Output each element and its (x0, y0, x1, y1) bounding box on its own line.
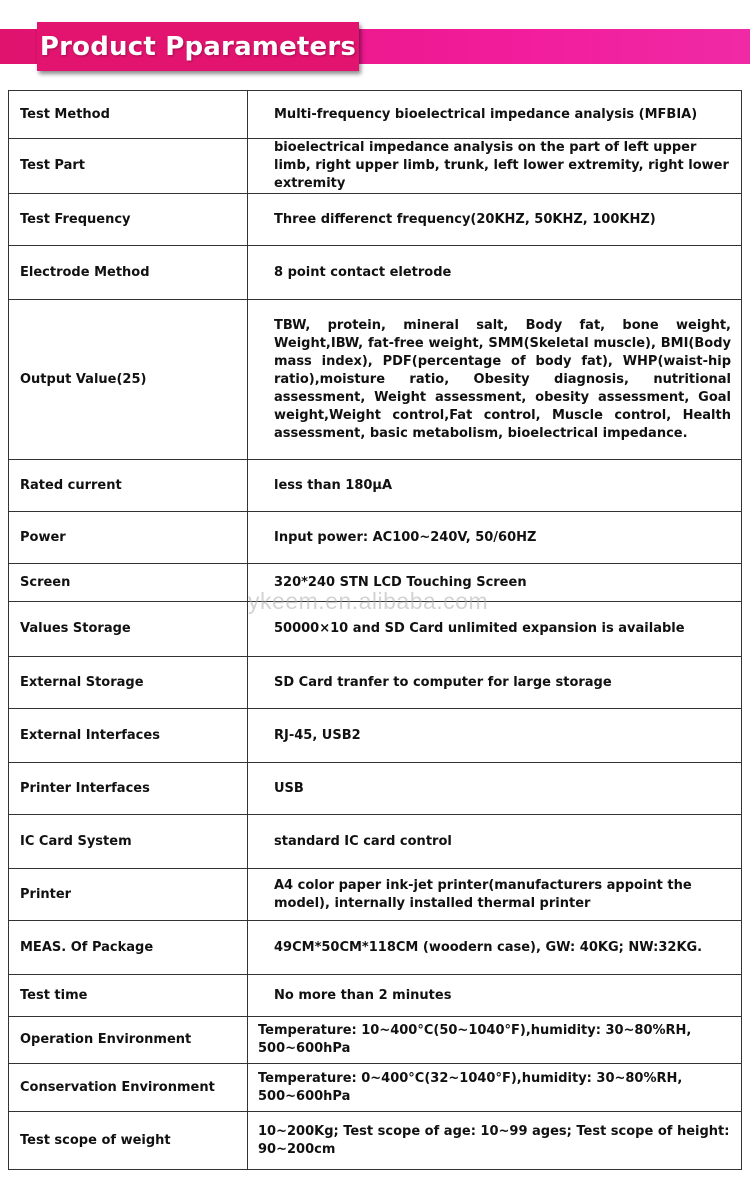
row-label: Rated current (9, 460, 248, 512)
row-value: Three differenct frequency(20KHZ, 50KHZ, 100KHZ) (248, 194, 742, 246)
row-value: standard IC card control (248, 815, 742, 869)
row-value: 49CM*50CM*118CM (woodern case), GW: 40KG; NW:32KG. (248, 921, 742, 975)
row-value: 50000×10 and SD Card unlimited expansion is available (248, 602, 742, 657)
row-value: USB (248, 763, 742, 815)
table-row (9, 709, 742, 763)
table-row (9, 763, 742, 815)
row-value: TBW, protein, mineral salt, Body fat, bone weight, Weight,IBW, fat-free weight, SMM(Skeletal muscle), BMI(Body mass index), PDF(percentage of body fat), WHP(waist-hip ratio),moisture ratio, Obesity diagnosis, nutritional assessment, Weight assessment, obesity assessment, Goal weight,Weight control,Fat control, Muscle control, Health assessment, basic metabolism, bioelectrical impedance. (248, 300, 742, 460)
row-label: Electrode Method (9, 246, 248, 300)
row-value: 10~200Kg; Test scope of age: 10~99 ages; Test scope of height: 90~200cm (248, 1112, 742, 1170)
banner (37, 22, 359, 71)
row-value: Temperature: 0~400°C(32~1040°F),humidity: 30~80%RH, 500~600hPa (248, 1064, 742, 1112)
row-label: Values Storage (9, 602, 248, 657)
row-label: Test Frequency (9, 194, 248, 246)
row-label: Test scope of weight (9, 1112, 248, 1170)
table-row (9, 1112, 742, 1170)
table-row (9, 460, 742, 512)
row-value: less than 180μA (248, 460, 742, 512)
row-value: Multi-frequency bioelectrical impedance analysis (MFBIA) (248, 91, 742, 139)
row-label: Test Method (9, 91, 248, 139)
row-label: Test time (9, 975, 248, 1017)
row-value: RJ-45, USB2 (248, 709, 742, 763)
row-value: Temperature: 10~400°C(50~1040°F),humidity: 30~80%RH, 500~600hPa (248, 1017, 742, 1064)
row-label: External Interfaces (9, 709, 248, 763)
row-label: IC Card System (9, 815, 248, 869)
parameters-table (8, 90, 742, 1170)
table-row (9, 564, 742, 602)
row-label: Conservation Environment (9, 1064, 248, 1112)
row-label: Operation Environment (9, 1017, 248, 1064)
row-value: A4 color paper ink-jet printer(manufacturers appoint the model), internally installed thermal printer (248, 869, 742, 921)
row-value: 320*240 STN LCD Touching Screen (248, 564, 742, 602)
table-row (9, 139, 742, 194)
row-label: Test Part (9, 139, 248, 194)
row-value: bioelectrical impedance analysis on the part of left upper limb, right upper limb, trunk, left lower extremity, right lower extremity (248, 139, 742, 194)
row-value: 8 point contact eletrode (248, 246, 742, 300)
row-label: Screen (9, 564, 248, 602)
table-row (9, 975, 742, 1017)
table-row (9, 512, 742, 564)
row-label: Power (9, 512, 248, 564)
row-label: Output Value(25) (9, 300, 248, 460)
table-row (9, 869, 742, 921)
row-label: Printer (9, 869, 248, 921)
row-label: MEAS. Of Package (9, 921, 248, 975)
row-label: Printer Interfaces (9, 763, 248, 815)
table-row (9, 194, 742, 246)
row-value: SD Card tranfer to computer for large storage (248, 657, 742, 709)
row-value: No more than 2 minutes (248, 975, 742, 1017)
table-row (9, 815, 742, 869)
table-row (9, 246, 742, 300)
table-row (9, 1017, 742, 1064)
table-row (9, 91, 742, 139)
table-row (9, 602, 742, 657)
watermark: ykeem.en.alibaba.com (248, 588, 489, 614)
row-label: External Storage (9, 657, 248, 709)
table-row (9, 657, 742, 709)
table-row (9, 300, 742, 460)
table-row (9, 921, 742, 975)
table-row (9, 1064, 742, 1112)
row-value: Input power: AC100~240V, 50/60HZ (248, 512, 742, 564)
page-title: Product Pparameters (39, 31, 357, 62)
